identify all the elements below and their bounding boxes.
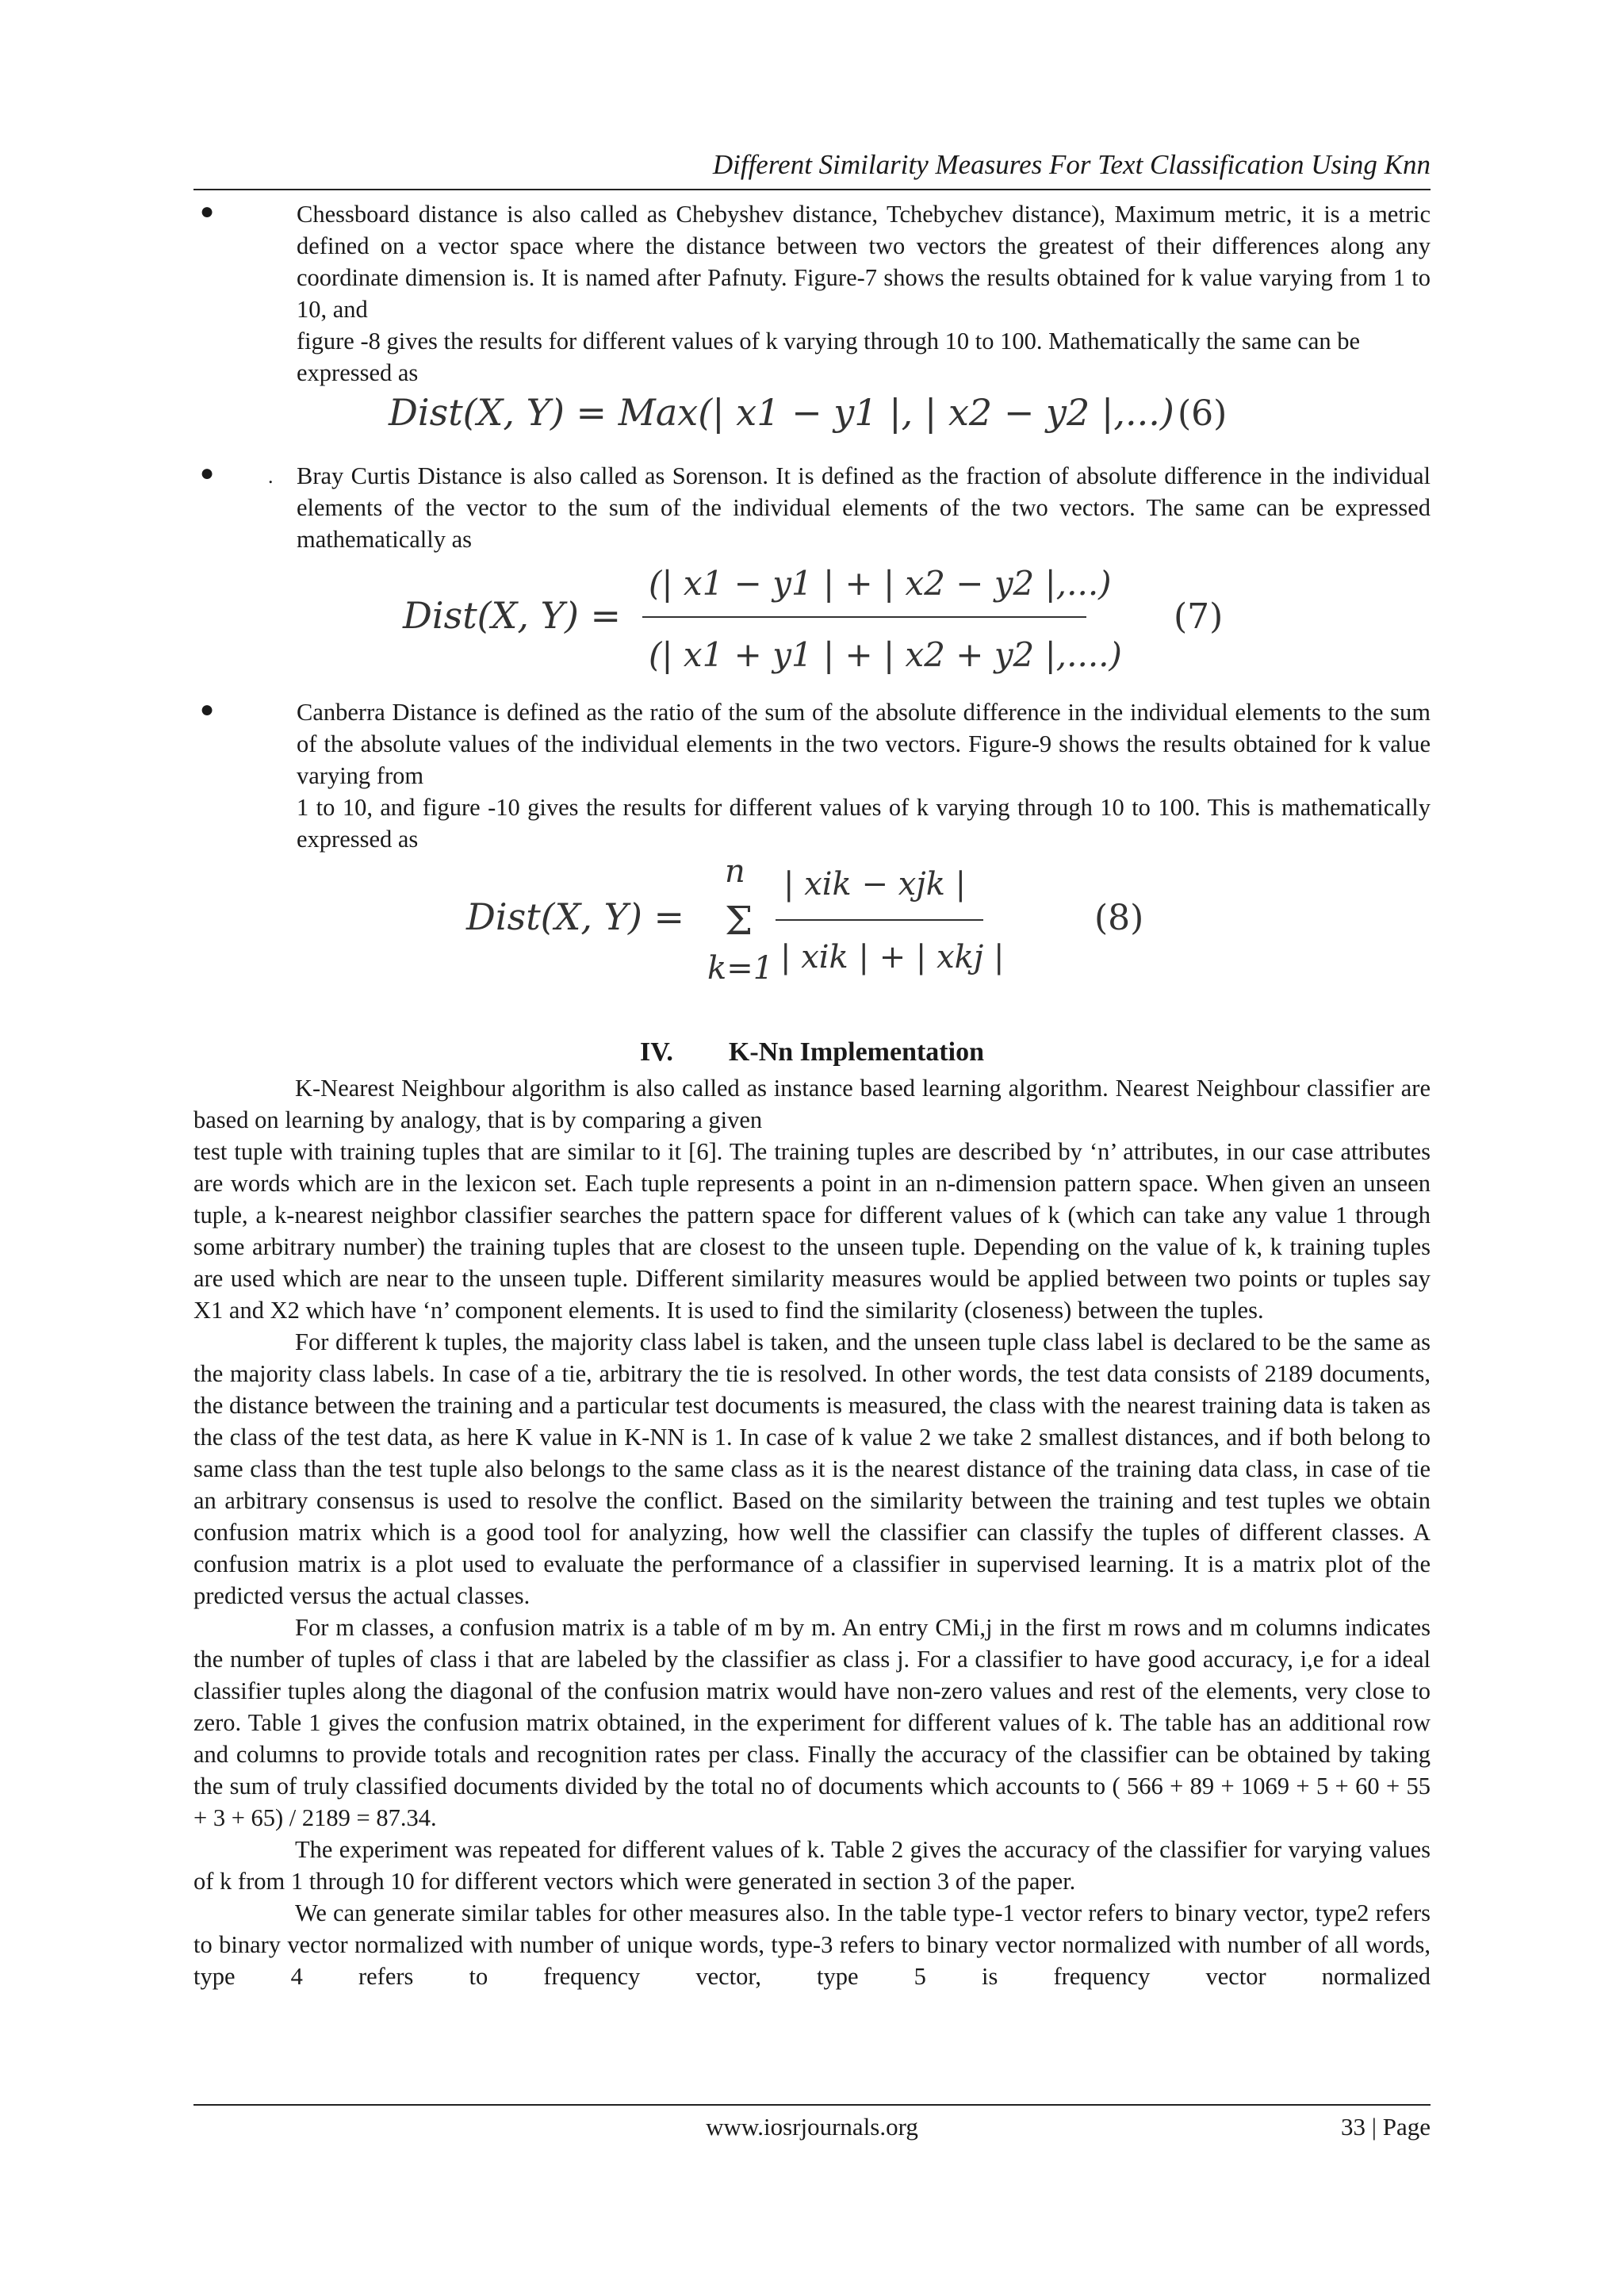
equation-7-denominator: (| x1 + y1 | + | x2 + y2 |,....) [649,635,1122,674]
sigma-symbol: Σ [725,898,753,944]
bullet-text: 1 to 10, and figure -10 gives the results for different values of k varying through 10 to 100. This is mathematically expressed as [297,794,1431,853]
equation-7-number: (7) [1174,596,1224,637]
equation-6 [381,385,1253,441]
equation-6-number: (6) [1178,393,1228,434]
paragraph: For m classes, a confusion matrix is a table of m by m. An entry CMi,j in the first m rows and m columns indicates the number of tuples of class i that are labeled by the classifier as class j. For a classifier to have good accuracy, i,e for a ideal classifier tuples along the diagonal of the confusion matrix would have non-zero values and rest of the elements, very close to zero. Table 1 gives the confusion matrix obtained, in the experiment for different values of k. The table has an additional row and columns to provide totals and recognition rates per class. Finally the accuracy of the classifier can be obtained by taking the sum of truly classified documents divided by the total no of documents which accounts to ( 566 + 89 + 1069 + 5 + 60 + 55 + 3 + 65) / 2189 = 87.34. [193,1614,1431,1831]
bullet-item-bray-curtis [193,460,1431,555]
equation-8-upper: n [725,855,745,890]
equation-7 [396,555,1269,682]
equation-8-lhs: Dist(X, Y) = [466,895,685,938]
footer-rule [193,2104,1431,2106]
equation-8-numerator: | xik − xjk | [783,866,967,903]
footer-page-number: 33 | Page [1341,2113,1431,2141]
paragraph: For different k tuples, the majority class label is taken, and the unseen tuple class label is declared to be the same as the majority class labels. In case of a tie, arbitrary the tie is resolved. In other words, the test data consists of 2189 documents, the distance between the training and a particular test documents is measured, the class with the nearest training data is taken as the class of the test data, as here K value in K-NN is 1. In case of k value 2 we take 2 smallest distances, and if both belong to same class than the test tuple also belongs to the same class as it is the nearest distance of the training data class, in case of tie an arbitrary consensus is used to resolve the conflict. Based on the similarity between the training and test tuples we obtain confusion matrix which is a good tool for analyzing, how well the classifier can classify the tuples of different classes. A confusion matrix is a plot used to evaluate the performance of a classifier in supervised learning. It is a matrix plot of the predicted versus the actual classes. [193,1328,1431,1609]
paragraph: The experiment was repeated for different values of k. Table 2 gives the accuracy of the classifier for varying values of k from 1 through 10 for different vectors which were generated in section 3 of the paper. [193,1836,1431,1895]
header-rule [193,189,1431,190]
section-title: K-Nn Implementation [728,1037,984,1067]
equation-6-body: Dist(X, Y) = Max(| x1 − y1 |, | x2 − y2 |,...) [389,391,1174,434]
bullet-text: Chessboard distance is also called as Chebyshev distance, Tchebychev distance), Maximum metric, it is a metric defined on a vector space where the distance between two vectors the greatest of their differences along any coordinate dimension is. It is named after Pafnuty. Figure-7 shows the results obtained for k value varying from 1 to 10, and [297,201,1431,323]
bullet-item-chessboard [193,198,1431,389]
equation-8-lower: k=1 [707,950,774,987]
paragraph: test tuple with training tuples that are similar to it [6]. The training tuples are described by ‘n’ attributes, in our case attributes are words which are in the lexicon set. Each tuple represents a point in an n-dimension pattern space. When given an unseen tuple, a k-nearest neighbor classifier searches the pattern space for different values of k (which can take any value 1 through some arbitrary number) the training tuples that are closest to the unseen tuple. Depending on the value of k, k training tuples are used which are near to the unseen tuple. Different similarity measures would be applied between two points or tuples say X1 and X2 which have ‘n’ component elements. It is used to find the similarity (closeness) between the tuples. [193,1138,1431,1324]
bullet-item-canberra [193,696,1431,855]
running-header: Different Similarity Measures For Text Classification Using Knn [712,149,1431,180]
bullet-text: Bray Curtis Distance is also called as Sorenson. It is defined as the fraction of absolute difference in the individual elements of the vector to the sum of the individual elements of the two vectors. The same can be expressed mathematically as [297,462,1431,553]
bullet-icon: ● [200,696,215,723]
bullet-icon: ● [200,198,215,224]
paragraph: We can generate similar tables for other measures also. In the table type-1 vector refers to binary vector, type2 refers to binary vector normalized with number of unique words, type-3 refers to binary vector normalized with number of all words, type 4 refers to frequency vector, type 5 is frequency vector normalized [193,1899,1431,1990]
bullet-text: Canberra Distance is defined as the ratio of the sum of the absolute difference in the individual elements to the sum of the absolute values of the individual elements in the two vectors. Figure-9 shows the results obtained for k value varying from [297,699,1431,789]
equation-7-numerator: (| x1 − y1 | + | x2 − y2 |,...) [649,564,1112,603]
section-number: IV. [640,1037,673,1067]
footer-website: www.iosrjournals.org [706,2113,918,2141]
body-text [193,1072,1431,1992]
equation-8-number: (8) [1094,898,1144,938]
equation-7-lhs: Dist(X, Y) = [403,594,622,637]
equation-8 [460,855,1174,990]
bullet-text: figure -8 gives the results for different values of k varying through 10 to 100. Mathematically the same can be expressed as [297,328,1361,386]
bullet-icon: ● [200,460,215,486]
stray-dot: . [268,465,274,488]
section-heading [193,1037,1431,1068]
equation-8-denominator: | xik | + | xkj | [780,939,1005,976]
paragraph: K-Nearest Neighbour algorithm is also called as instance based learning algorithm. Nearest Neighbour classifier are based on learning by analogy, that is by comparing a given [193,1075,1431,1133]
